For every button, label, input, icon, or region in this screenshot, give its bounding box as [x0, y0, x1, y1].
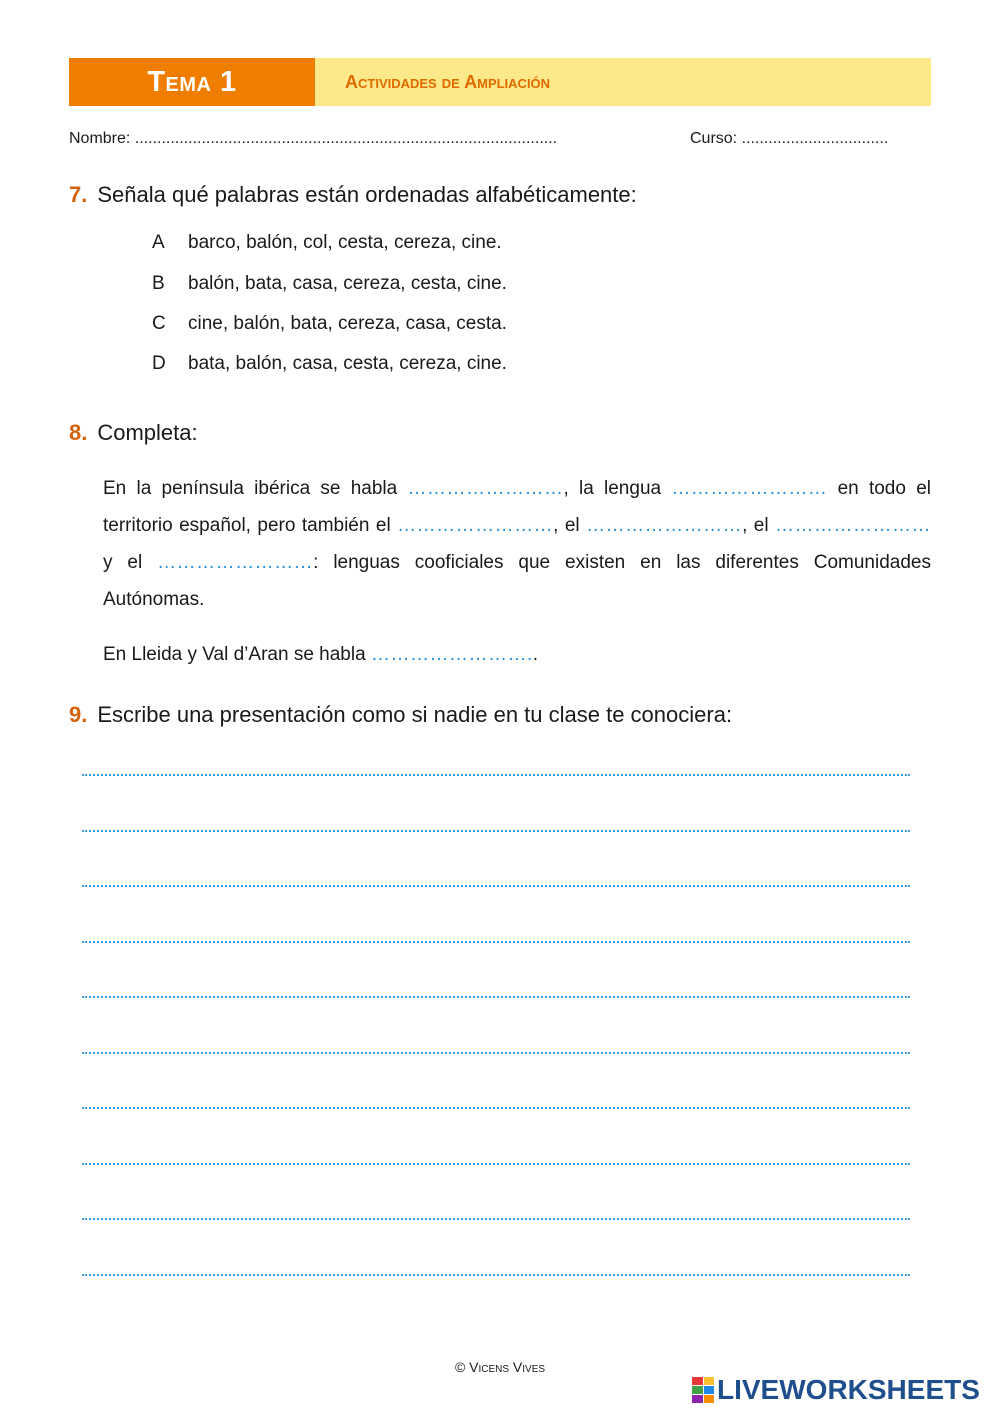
- option-c[interactable]: [152, 313, 507, 335]
- writing-line[interactable]: [82, 1052, 910, 1054]
- writing-line[interactable]: [82, 941, 910, 943]
- text-segment: , el: [553, 515, 580, 536]
- option-text: bata, balón, casa, cesta, cereza, cine.: [188, 353, 507, 374]
- question-number: 9.: [69, 702, 88, 727]
- question-number: 7.: [69, 182, 88, 207]
- text-segment: En Lleida y Val d’Aran se habla: [103, 644, 366, 665]
- logo-text: LIVEWORKSHEETS: [717, 1374, 980, 1405]
- question-number: 8.: [69, 420, 88, 445]
- blank-3[interactable]: ……………………: [397, 515, 554, 536]
- option-letter: A: [152, 232, 165, 253]
- option-text: cine, balón, bata, cereza, casa, cesta.: [188, 313, 507, 334]
- text-segment: y el: [103, 552, 143, 573]
- question-9: [69, 702, 732, 728]
- blank-1[interactable]: ……………………: [407, 478, 564, 499]
- writing-line[interactable]: [82, 830, 910, 832]
- curso-field[interactable]: Curso: .................................: [690, 130, 889, 147]
- text-segment: , el: [742, 515, 769, 536]
- option-text: balón, bata, casa, cereza, cesta, cine.: [188, 273, 507, 294]
- writing-line[interactable]: [82, 1163, 910, 1165]
- blank-2[interactable]: ……………………: [671, 478, 828, 499]
- text-segment: En la península ibérica se habla: [103, 478, 398, 499]
- blank-7[interactable]: …………………….: [370, 644, 533, 665]
- actividades-label: Actividades de Ampliación: [315, 58, 931, 106]
- header-banner: [69, 58, 931, 106]
- blank-6[interactable]: ……………………: [157, 552, 314, 573]
- option-b[interactable]: [152, 273, 507, 295]
- writing-line[interactable]: [82, 1274, 910, 1276]
- nombre-field[interactable]: Nombre: ...............................................................................................: [69, 130, 558, 147]
- blank-4[interactable]: ……………………: [586, 515, 743, 536]
- option-d[interactable]: [152, 353, 507, 375]
- question-text: Señala qué palabras están ordenadas alfabéticamente:: [97, 182, 637, 207]
- question-7: [69, 182, 637, 208]
- lleida-sentence: [103, 644, 538, 666]
- text-segment: : lenguas cooficiales que existen en las diferentes Comunidades Autónomas.: [103, 552, 931, 610]
- liveworksheets-icon: [692, 1377, 714, 1403]
- liveworksheets-logo: [692, 1374, 980, 1406]
- question-8: [69, 420, 198, 446]
- writing-line[interactable]: [82, 774, 910, 776]
- copyright: © Vicens Vives: [454, 1359, 546, 1375]
- writing-line[interactable]: [82, 885, 910, 887]
- option-a[interactable]: [152, 232, 502, 254]
- text-segment: en todo el territorio español, pero también el: [103, 478, 931, 536]
- option-text: barco, balón, col, cesta, cereza, cine.: [188, 232, 502, 253]
- completa-paragraph: [103, 470, 931, 618]
- blank-5[interactable]: ……………………: [775, 515, 932, 536]
- option-letter: D: [152, 353, 166, 374]
- option-letter: B: [152, 273, 165, 294]
- text-segment: , la lengua: [563, 478, 662, 499]
- question-text: Completa:: [97, 420, 198, 445]
- writing-line[interactable]: [82, 996, 910, 998]
- option-letter: C: [152, 313, 166, 334]
- text-segment: .: [532, 644, 538, 665]
- writing-line[interactable]: [82, 1218, 910, 1220]
- tema-label: Tema 1: [69, 58, 315, 106]
- writing-line[interactable]: [82, 1107, 910, 1109]
- question-text: Escribe una presentación como si nadie en tu clase te conociera:: [97, 702, 733, 727]
